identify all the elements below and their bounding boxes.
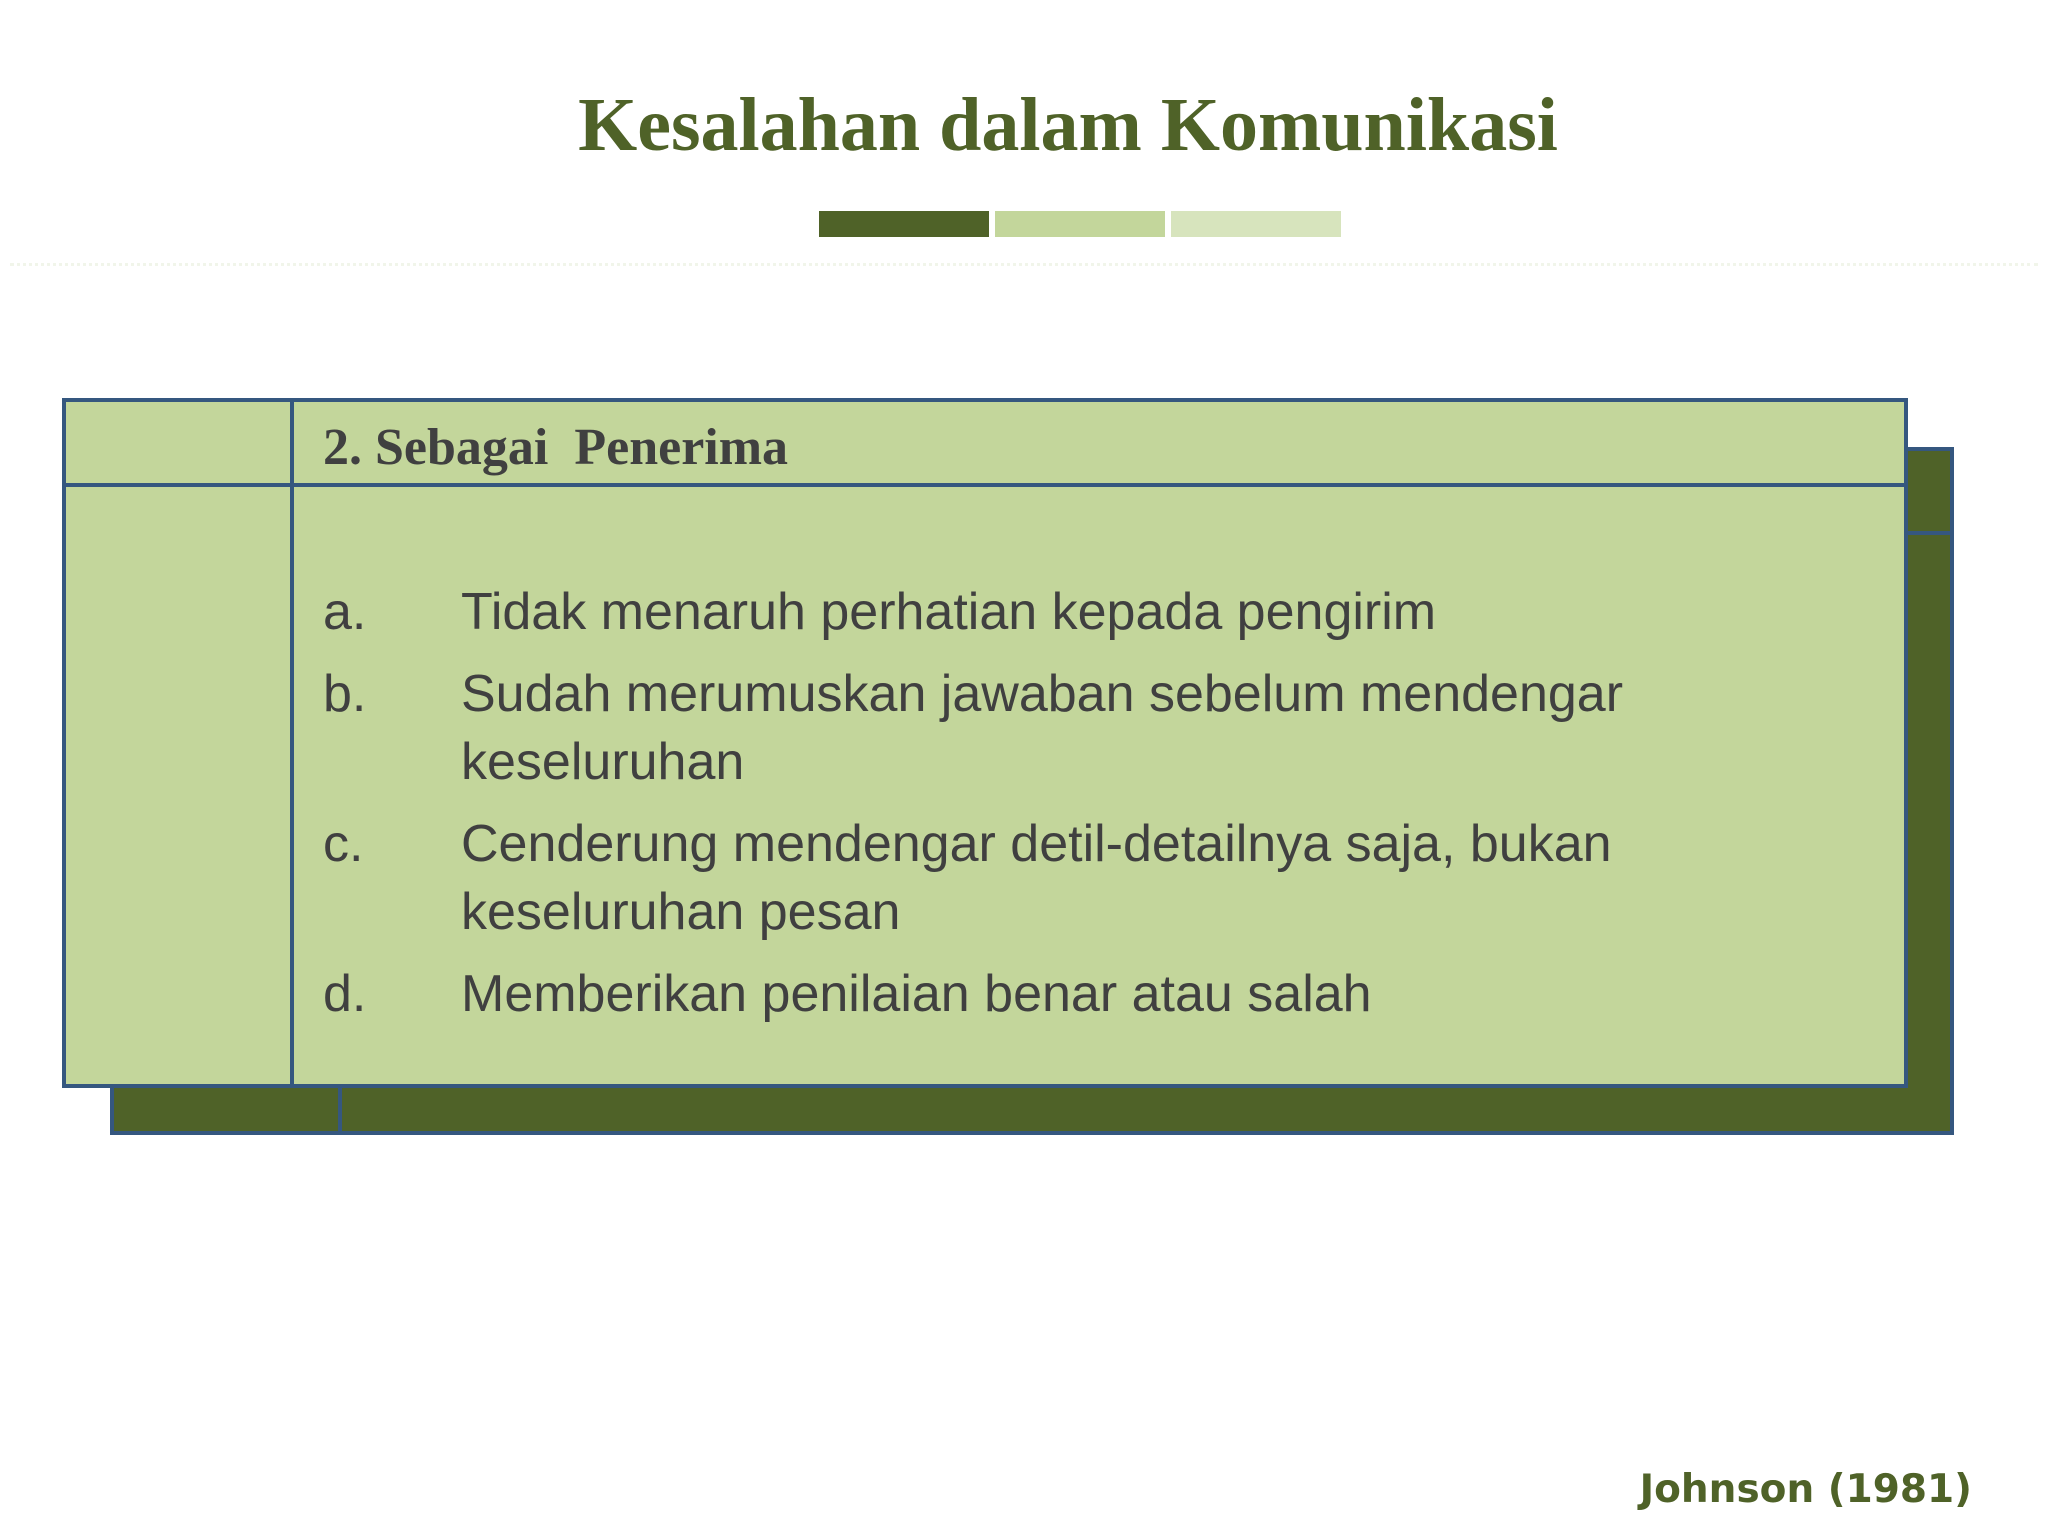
title-accent-bar-light xyxy=(1171,211,1341,237)
panel-row-divider xyxy=(62,483,1908,487)
list-item-text: Cenderung mendengar detil-detailnya saja, bukan keseluruhan pesan xyxy=(461,815,1612,941)
list-item-marker: c. xyxy=(323,815,364,873)
panel-column-divider xyxy=(290,398,294,1088)
header-divider xyxy=(10,263,2038,266)
list-item xyxy=(323,660,1883,796)
list-item-text: Memberikan penilaian benar atau salah xyxy=(461,965,1372,1023)
slide-title: Kesalahan dalam Komunikasi xyxy=(578,83,1558,167)
section-heading: 2. Sebagai Penerima xyxy=(323,419,789,476)
title-accent-bar-dark xyxy=(819,211,989,237)
title-accent-bar-medium xyxy=(995,211,1165,237)
list-item-marker: a. xyxy=(323,583,367,641)
list-item xyxy=(323,960,1883,1028)
list-item-marker: b. xyxy=(323,665,367,723)
item-list xyxy=(323,578,1883,1042)
list-item-text: Sudah merumuskan jawaban sebelum mendengar keseluruhan xyxy=(461,665,1624,791)
list-item-text: Tidak menaruh perhatian kepada pengirim xyxy=(461,583,1437,641)
list-item xyxy=(323,578,1883,646)
list-item xyxy=(323,810,1883,946)
list-item-marker: d. xyxy=(323,965,367,1023)
citation: Johnson (1981) xyxy=(1639,1467,1972,1512)
